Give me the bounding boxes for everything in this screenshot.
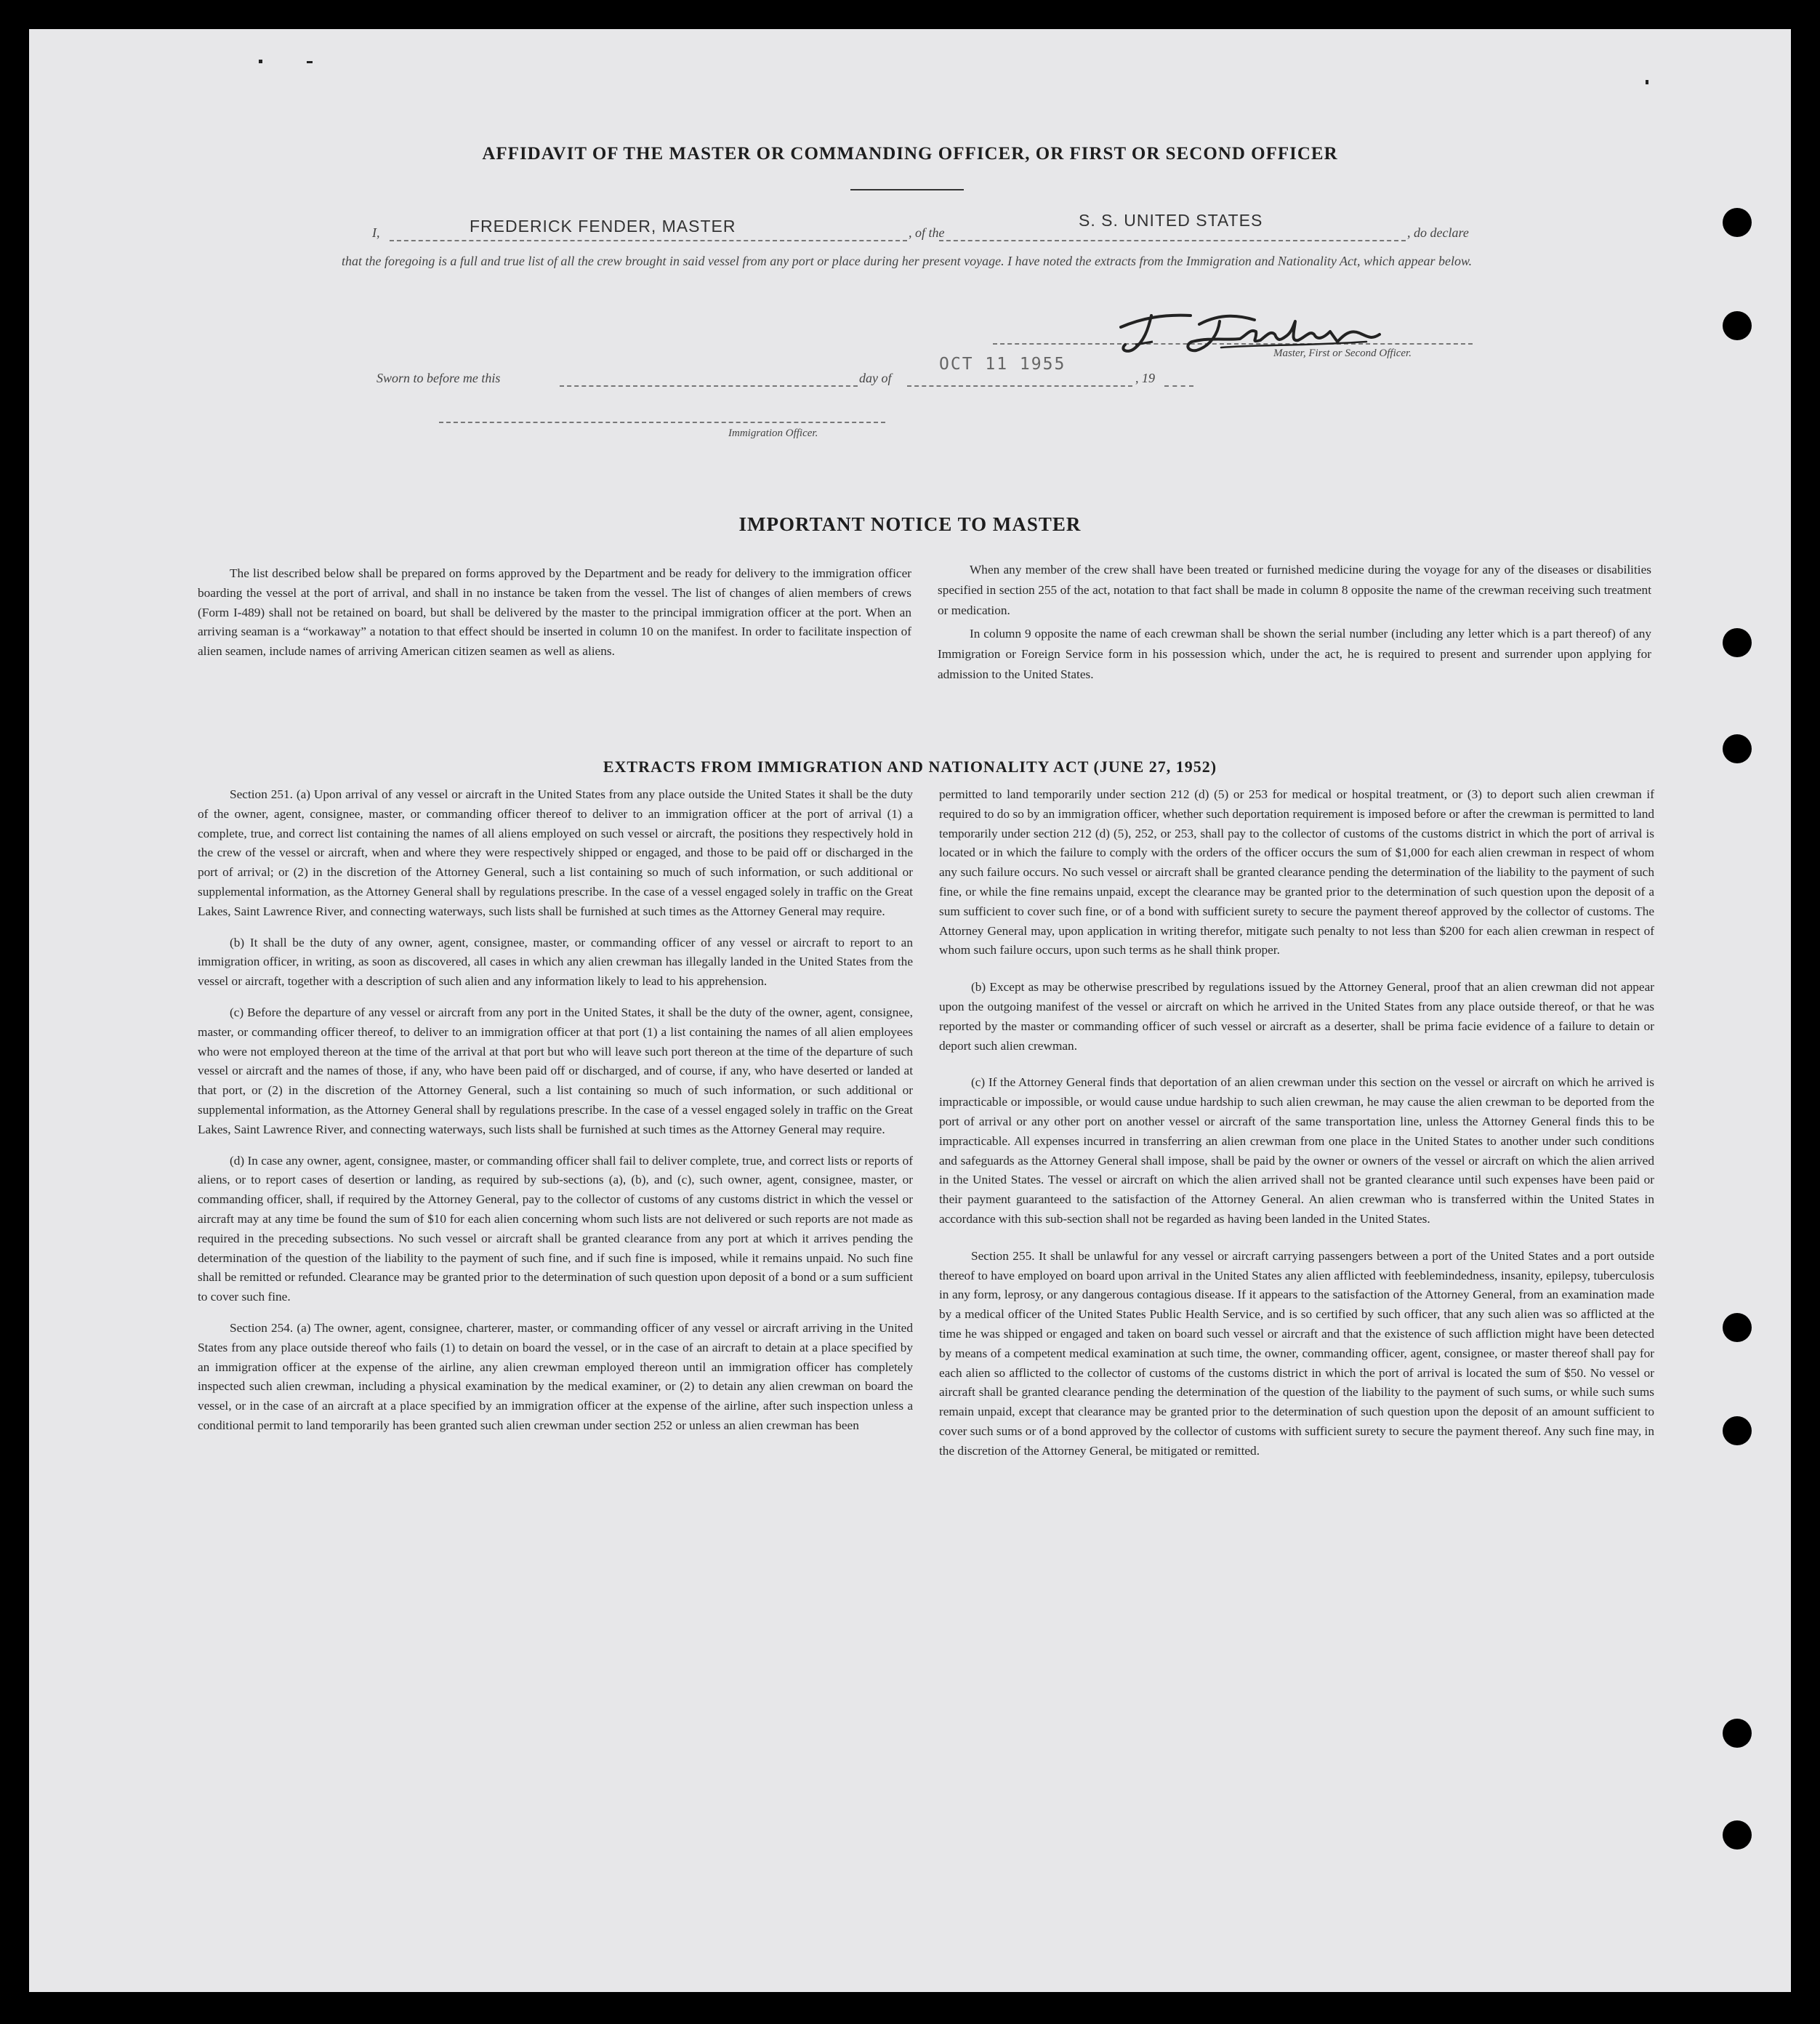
signature-caption: Master, First or Second Officer. (1273, 348, 1412, 359)
vessel-name-field: S. S. UNITED STATES (1079, 211, 1263, 230)
punch-hole (1723, 311, 1752, 340)
of-the-label: , of the (909, 225, 945, 240)
sworn-day-line (560, 385, 858, 387)
notice-paragraph: In column 9 opposite the name of each crewman shall be shown the serial number (including any letter which is a part thereof) of any Immigration or Foreign Service form in his possession which, under the act, he is required to present and surrender upon applying for admission to the United States. (938, 627, 1651, 681)
extract-paragraph: Section 255. It shall be unlawful for any vessel or aircraft carrying passengers between a port of the United States and a port outside thereof to have employed on board upon arrival in the United States any alien afflicted with feeblemindedness, insanity, epilepsy, tuberculosis in any form, leprosy, or any dangerous contagious disease. If it appears to the satisfaction of the Attorney General, from an examination made by a medical officer of the United States Public Health Service, and is so certified by such officer, that any such alien was so afflicted at the time he was shipped or engaged and taken on board such vessel or aircraft and that the existence of such affliction might have been detected by means of a competent medical examination at such time, the owner, commanding officer, agent, consignee, or master thereof shall pay for each alien so afflicted to the collector of customs of the customs district in which the port of arrival is located the sum of $50. No vessel or aircraft shall be granted clearance pending the determination of the question of the liability to the payment of such sums, or while such sums remain unpaid, except that clearance may be granted prior to the determination of such question upon the deposit of an amount sufficient to cover such sums or of a bond approved by the collector of customs with sufficient surety to secure the payment thereof. Any such fine may, in the discretion of the Attorney General, be mitigated or remitted. (939, 1248, 1654, 1458)
vessel-line (939, 240, 1406, 241)
do-declare-label: , do declare (1407, 225, 1469, 240)
punch-hole (1723, 1820, 1752, 1850)
master-name-field: FREDERICK FENDER, MASTER (470, 217, 736, 236)
date-stamp: OCT 11 1955 (939, 355, 1066, 374)
notice-right-column (938, 560, 1651, 696)
notice-title: IMPORTANT NOTICE TO MASTER (738, 513, 1082, 535)
document-page (29, 29, 1791, 1992)
sworn-date-line (907, 385, 1132, 387)
sworn-label: Sworn to before me this (377, 371, 501, 385)
extracts-right-column (939, 785, 1654, 1473)
notice-left-column (198, 564, 911, 673)
year-prefix-label: , 19 (1135, 371, 1155, 385)
notice-paragraph: The list described below shall be prepared on forms approved by the Department and be ready for delivery to the immigration officer boarding the vessel at the port of arrival, and shall in no instance be taken from the vessel. The list of changes of alien members of crews (Form I-489) shall not be retained on board, but shall be delivered by the master to the principal immigration officer at the port. When an arriving seaman is a “workaway” a notation to that effect should be inserted in column 10 on the manifest. In order to facilitate inspection of alien seamen, include names of arriving American citizen seamen as well as aliens. (198, 566, 911, 659)
extracts-left-column (198, 785, 913, 1447)
extract-paragraph: (d) In case any owner, agent, consignee, master, or commanding officer shall fail to deliver complete, true, and correct lists or reports of aliens, or to report cases of desertion or landing, as required by sub-sections (a), (b), and (c), such owner, agent, consignee, master, or commanding officer, shall, if required by the Attorney General, pay to the collector of customs of any customs district in which the vessel or aircraft may at any time be found the sum of $10 for each alien concerning whom such lists are not delivered or such reports are not made as required in the preceding subsections. No such vessel or aircraft shall be granted clearance from any port at which it arrives pending the determination of the question of the liability to the payment of such fine, and if such fine is imposed, while it remains unpaid. No such fine shall be remitted or refunded. Clearance may be granted prior to the determination of such question upon deposit of a bond or a sum sufficient to cover such fine. (198, 1153, 913, 1304)
extract-paragraph: (b) It shall be the duty of any owner, agent, consignee, master, or commanding officer of any vessel or aircraft to report to an immigration officer, in writing, as soon as discovered, all cases in which any alien crewman has illegally landed in the United States from the vessel or aircraft, together with a description of such alien and any information likely to lead to his apprehension. (198, 935, 913, 989)
extract-paragraph: (b) Except as may be otherwise prescribed by regulations issued by the Attorney General, proof that an alien crewman did not appear upon the outgoing manifest of the vessel or aircraft on which he arrived in the United States from any place outside thereof, or that he was reported by the master or commanding officer of such vessel or aircraft as a deserter, shall be prima facie evidence of a failure to detain or deport such alien crewman. (939, 980, 1654, 1053)
extract-paragraph: Section 251. (a) Upon arrival of any vessel or aircraft in the United States from any place outside the United States it shall be the duty of the owner, agent, consignee, master, or commanding officer thereof to deliver to an immigration officer at the port of arrival (1) a complete, true, and correct list containing the names of all aliens employed on such vessel or aircraft, the positions they respectively hold in the crew of the vessel or aircraft, when and where they were respectively shipped or engaged, and those to be paid off or discharged in the port of arrival; or (2) in the discretion of the Attorney General, such a list containing so much of such information, or such additional or supplemental information, as the Attorney General shall by regulations prescribe. In the case of a vessel engaged solely in traffic on the Great Lakes, Saint Lawrence River, and connecting waterways, such lists shall be furnished at such times as the Attorney General may require. (198, 787, 913, 918)
title-rule (850, 189, 964, 190)
year-line (1164, 385, 1193, 387)
day-of-label: day of (859, 371, 892, 385)
punch-hole (1723, 1313, 1752, 1342)
speck-mark (259, 60, 262, 63)
punch-hole (1723, 1416, 1752, 1445)
punch-hole (1723, 628, 1752, 657)
extract-paragraph: Section 254. (a) The owner, agent, consignee, charterer, master, or commanding officer of any vessel or aircraft arriving in the United States from any place outside thereof who fails (1) to detain on board the vessel, or in the case of an aircraft to detain at a place specified by an immigration officer at the expense of the airline, any alien crewman employed thereon until an immigration officer has completely inspected such alien crewman, including a physical examination by the medical examiner, or (2) to detain any alien crewman on board the vessel, or in the case of an aircraft at a place specified by an immigration officer at the expense of the airline, after such inspection unless a conditional permit to land temporarily has been granted such alien crewman under section 252 or unless an alien crewman has been (198, 1320, 913, 1432)
notice-paragraph: When any member of the crew shall have been treated or furnished medicine during the voyage for any of the diseases or disabilities specified in section 255 of the act, notation to that fact shall be made in column 8 opposite the name of the crewman receiving such treatment or medication. (938, 563, 1651, 617)
immigration-officer-caption: Immigration Officer. (728, 427, 818, 439)
speck-mark (1646, 80, 1648, 84)
i-label: I, (372, 225, 380, 240)
extract-paragraph: permitted to land temporarily under section 212 (d) (5) or 253 for medical or hospital treatment, or (3) to deport such alien crewman if required to do so by an immigration officer, whether such deportation requirement is imposed before or after the crewman is permitted to land temporarily under section 212 (d) (5), 252, or 253, shall pay to the collector of customs of the customs district in which the port of arrival is located or in which the failure to comply with the orders of the officer occurs the sum of $1,000 for each alien crewman in respect of whom any such failure occurs. No such vessel or aircraft shall be granted clearance pending the determination of the liability to the payment of such fine, or while the fine remains unpaid, except the clearance may be granted prior to the determination of such question upon the deposit of a sum sufficient to cover such fine, or of a bond with sufficient surety to secure the payment thereof approved by the collector of customs. The Attorney General may, upon application in writing therefor, mitigate such penalty to not less than $200 for each alien crewman in respect of whom such failure occurs, upon such terms as he shall think proper. (939, 787, 1654, 957)
declaration-text: that the foregoing is a full and true list of all the crew brought in said vessel from any port or place during her present voyage. I have noted the extracts from the Immigration and Nationality Act, which appear below. (342, 254, 1473, 268)
master-name-line (390, 240, 907, 241)
immigration-officer-line (439, 422, 885, 423)
punch-hole (1723, 208, 1752, 237)
speck-mark (307, 61, 313, 63)
affidavit-title: AFFIDAVIT OF THE MASTER OR COMMANDING OFFICER, OR FIRST OR SECOND OFFICER (482, 144, 1338, 164)
punch-hole (1723, 1719, 1752, 1748)
extract-paragraph: (c) Before the departure of any vessel or aircraft from any port in the United States, it shall be the duty of the owner, agent, consignee, master, or commanding officer thereof, to deliver to an immigration officer at that port (1) a list containing the names of all alien employees who were not employed thereon at the time of the arrival at that port but who will leave such port thereon at the time of the departure of such vessel or aircraft and the names of those, if any, who have been paid off or discharged, and of course, if any, who have deserted or landed at that port, or (2) in the discretion of the Attorney General, such a list containing so much of such information, or such additional or supplemental information, as the Attorney General shall by regulations prescribe. In the case of a vessel engaged solely in traffic on the Great Lakes, Saint Lawrence River, and connecting waterways, such lists shall be furnished at such times as the Attorney General may require. (198, 1005, 913, 1136)
extract-paragraph: (c) If the Attorney General finds that deportation of an alien crewman under this section on the vessel or aircraft on which he arrived is impracticable or impossible, or would cause undue hardship to such alien crewman, he may cause the alien crewman to be deported from the port of arrival or any other port on another vessel or aircraft of the same transportation line, unless the Attorney General finds this to be impracticable. All expenses incurred in transferring an alien crewman from one place in the United States to another under such conditions and safeguards as the Attorney General shall impose, shall be paid by the owner or owners of the vessel or aircraft on which the alien arrived in the United States. The vessel or aircraft on which the alien arrived shall not be granted clearance until such expenses have been paid or their payment guaranteed to the satisfaction of the Attorney General. An alien crewman who is transferred within the United States in accordance with this sub-section shall not be regarded as having been landed in the United States. (939, 1075, 1654, 1226)
extracts-title: EXTRACTS FROM IMMIGRATION AND NATIONALITY ACT (JUNE 27, 1952) (603, 758, 1217, 776)
